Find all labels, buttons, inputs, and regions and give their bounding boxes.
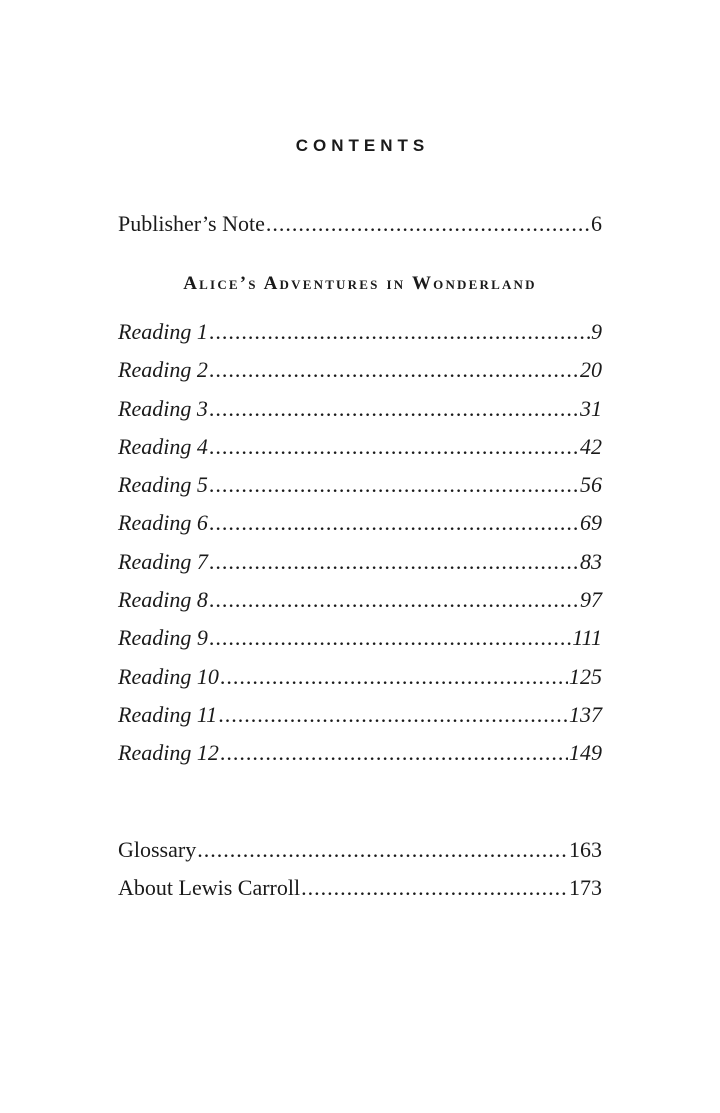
dot-leader [301,869,568,907]
toc-entry-label: Reading 7 [118,548,208,574]
section-title: Alice’s Adventures in Wonderland [183,273,537,294]
toc-entry-reading-11[interactable] [118,696,602,734]
toc-entry-page: 6 [591,211,602,236]
toc-entry-label: Reading 1 [118,319,208,344]
toc-entry-label: Reading 4 [118,433,208,459]
toc-entry-about-lewis-carroll[interactable] [118,869,602,907]
dot-leader [266,205,590,243]
dot-leader [209,390,579,428]
toc-entry-reading-1[interactable] [118,313,602,351]
toc-entry-reading-5[interactable] [118,466,602,504]
dot-leader [220,658,568,696]
toc-entry-label: Reading 10 [118,663,219,689]
toc-entry-label: Publisher’s Note [118,211,265,236]
toc-entry-page: 31 [580,395,602,421]
dot-leader [209,351,579,389]
toc-entry-page: 83 [580,548,602,574]
toc-entry-reading-6[interactable] [118,504,602,542]
toc-entry-reading-3[interactable] [118,390,602,428]
toc-entry-label: Glossary [118,837,197,862]
back-matter-list [118,831,602,908]
toc-entry-page: 97 [580,587,602,613]
toc-entry-reading-9[interactable] [118,619,602,657]
readings-list [118,313,602,773]
toc-entry-label: Reading 5 [118,472,208,498]
toc-entry-label: Reading 3 [118,395,208,421]
dot-leader [209,466,579,504]
dot-leader [220,734,568,772]
toc-entry-page: 163 [569,837,602,862]
toc-entry-reading-10[interactable] [118,658,602,696]
toc-entry-publishers-note[interactable] [118,205,602,243]
toc-entry-page: 125 [569,663,602,689]
dot-leader [209,581,579,619]
dot-leader [209,504,579,542]
toc-entry-page: 137 [569,701,602,727]
toc-entry-page: 20 [580,357,602,383]
toc-entry-page: 42 [580,433,602,459]
toc-entry-label: Reading 11 [118,701,218,727]
dot-leader [197,831,568,869]
toc-entry-label: Reading 9 [118,625,208,651]
toc-entry-page: 9 [591,319,602,344]
dot-leader [218,696,568,734]
toc-entry-reading-7[interactable] [118,543,602,581]
dot-leader [209,619,571,657]
toc-entry-reading-12[interactable] [118,734,602,772]
toc-entry-label: Reading 12 [118,740,219,766]
toc-entry-page: 69 [580,510,602,536]
dot-leader [209,313,590,351]
dot-leader [209,428,579,466]
toc-entry-page: 56 [580,472,602,498]
toc-entry-label: Reading 2 [118,357,208,383]
toc-entry-label: Reading 8 [118,587,208,613]
toc-entry-page: 149 [569,740,602,766]
toc-entry-reading-2[interactable] [118,351,602,389]
page-title: CONTENTS [295,136,430,155]
toc-entry-label: Reading 6 [118,510,208,536]
toc-entry-page: 111 [572,625,602,651]
toc-entry-page: 173 [569,875,602,901]
toc-entry-label: About Lewis Carroll [118,875,301,901]
front-matter-list [118,205,602,243]
toc-entry-reading-4[interactable] [118,428,602,466]
dot-leader [209,543,579,581]
toc-entry-reading-8[interactable] [118,581,602,619]
toc-entry-glossary[interactable] [118,831,602,869]
